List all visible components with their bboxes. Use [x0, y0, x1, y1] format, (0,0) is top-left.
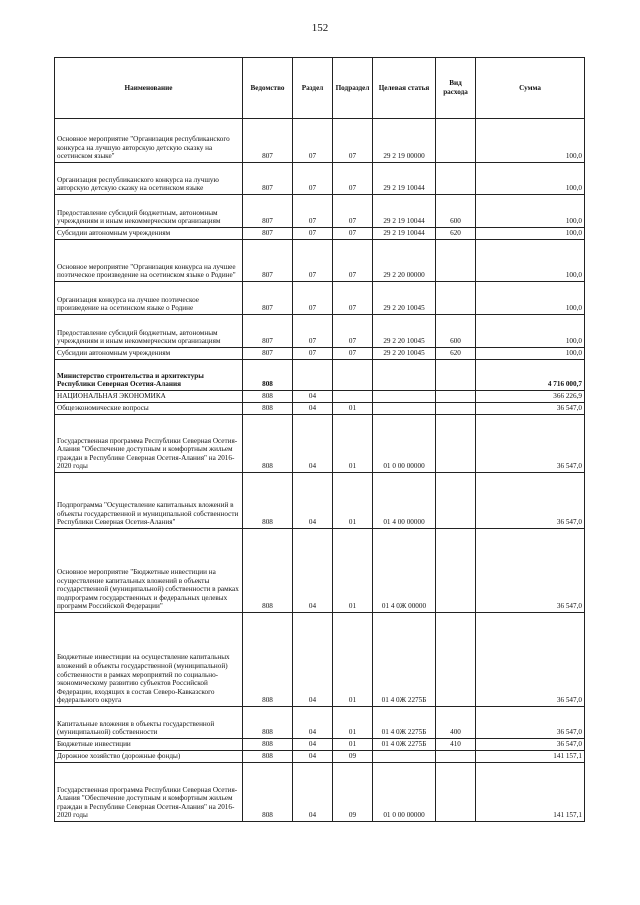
row-section-cell — [293, 360, 333, 391]
row-subsection-cell: 07 — [333, 119, 373, 163]
row-target-cell: 29 2 19 00000 — [373, 119, 436, 163]
row-type-cell — [436, 763, 476, 822]
row-name-cell: Дорожное хозяйство (дорожные фонды) — [55, 751, 243, 763]
row-sum-cell: 100,0 — [476, 163, 585, 195]
row-type-cell: 600 — [436, 315, 476, 348]
row-ministry-cell: 807 — [243, 195, 293, 228]
row-subsection-cell: 09 — [333, 751, 373, 763]
row-ministry-cell: 808 — [243, 415, 293, 473]
row-sum-cell: 36 547,0 — [476, 739, 585, 751]
row-name-cell: Министерство строительства и архитектуры Республики Северная Осетия-Алания — [55, 360, 243, 391]
row-target-cell: 01 0 00 00000 — [373, 415, 436, 473]
row-name-cell: Субсидии автономным учреждениям — [55, 228, 243, 240]
row-name-cell: Организация конкурса на лучшее поэтическое произведение на осетинском языке о Родине — [55, 282, 243, 315]
row-subsection-cell — [333, 391, 373, 403]
row-type-cell — [436, 403, 476, 415]
table-row — [55, 119, 585, 163]
row-sum-cell: 100,0 — [476, 348, 585, 360]
row-sum-cell: 100,0 — [476, 240, 585, 282]
row-target-cell — [373, 391, 436, 403]
row-ministry-cell: 808 — [243, 707, 293, 739]
row-subsection-cell: 01 — [333, 529, 373, 613]
row-subsection-cell: 07 — [333, 228, 373, 240]
row-type-cell — [436, 163, 476, 195]
row-sum-cell: 100,0 — [476, 119, 585, 163]
row-sum-cell: 36 547,0 — [476, 707, 585, 739]
row-subsection-cell — [333, 360, 373, 391]
row-section-cell: 07 — [293, 195, 333, 228]
row-ministry-cell: 808 — [243, 473, 293, 529]
row-type-cell: 620 — [436, 228, 476, 240]
row-section-cell: 04 — [293, 613, 333, 707]
row-target-cell: 01 4 0Ж 2275Б — [373, 707, 436, 739]
row-section-cell: 04 — [293, 529, 333, 613]
row-name-cell: НАЦИОНАЛЬНАЯ ЭКОНОМИКА — [55, 391, 243, 403]
table-row — [55, 195, 585, 228]
row-subsection-cell: 07 — [333, 163, 373, 195]
row-sum-cell: 100,0 — [476, 195, 585, 228]
table-row — [55, 228, 585, 240]
row-type-cell — [436, 415, 476, 473]
row-type-cell — [436, 360, 476, 391]
row-type-cell — [436, 240, 476, 282]
table-row — [55, 403, 585, 415]
row-subsection-cell: 01 — [333, 415, 373, 473]
row-sum-cell: 4 716 000,7 — [476, 360, 585, 391]
row-subsection-cell: 07 — [333, 195, 373, 228]
row-ministry-cell: 808 — [243, 739, 293, 751]
row-target-cell: 29 2 20 10045 — [373, 282, 436, 315]
table-row — [55, 315, 585, 348]
header-ministry: Ведомство — [243, 58, 293, 119]
row-name-cell: Подпрограмма "Осуществление капитальных вложений в объекты государственной и муниципальной собственности Республики Северная Осетия-Алания" — [55, 473, 243, 529]
row-target-cell: 01 4 0Ж 2275Б — [373, 739, 436, 751]
row-target-cell: 01 0 00 00000 — [373, 763, 436, 822]
table-row — [55, 707, 585, 739]
row-sum-cell: 100,0 — [476, 282, 585, 315]
row-type-cell — [436, 529, 476, 613]
row-name-cell: Предоставление субсидий бюджетным, автономным учреждениям и иным некоммерческим организациям — [55, 195, 243, 228]
row-target-cell: 29 2 20 10045 — [373, 348, 436, 360]
row-sum-cell: 100,0 — [476, 228, 585, 240]
row-target-cell: 01 4 0Ж 00000 — [373, 529, 436, 613]
row-type-cell: 600 — [436, 195, 476, 228]
row-subsection-cell: 01 — [333, 707, 373, 739]
row-section-cell: 04 — [293, 763, 333, 822]
row-ministry-cell: 808 — [243, 360, 293, 391]
header-section: Раздел — [293, 58, 333, 119]
row-sum-cell: 141 157,1 — [476, 751, 585, 763]
header-type: Вид расхода — [436, 58, 476, 119]
row-section-cell: 07 — [293, 228, 333, 240]
row-target-cell: 29 2 19 10044 — [373, 163, 436, 195]
row-sum-cell: 36 547,0 — [476, 415, 585, 473]
row-subsection-cell: 07 — [333, 315, 373, 348]
table-row — [55, 751, 585, 763]
row-target-cell — [373, 360, 436, 391]
row-ministry-cell: 807 — [243, 119, 293, 163]
row-subsection-cell: 07 — [333, 282, 373, 315]
row-ministry-cell: 808 — [243, 529, 293, 613]
row-section-cell: 04 — [293, 403, 333, 415]
row-name-cell: Капитальные вложения в объекты государственной (муниципальной) собственности — [55, 707, 243, 739]
row-name-cell: Бюджетные инвестиции — [55, 739, 243, 751]
row-ministry-cell: 808 — [243, 751, 293, 763]
table-row — [55, 282, 585, 315]
row-sum-cell: 141 157,1 — [476, 763, 585, 822]
row-ministry-cell: 808 — [243, 391, 293, 403]
row-type-cell — [436, 613, 476, 707]
row-sum-cell: 100,0 — [476, 315, 585, 348]
row-section-cell: 04 — [293, 391, 333, 403]
row-subsection-cell: 07 — [333, 240, 373, 282]
row-type-cell — [436, 473, 476, 529]
row-ministry-cell: 808 — [243, 763, 293, 822]
row-section-cell: 04 — [293, 707, 333, 739]
row-section-cell: 07 — [293, 163, 333, 195]
row-ministry-cell: 808 — [243, 403, 293, 415]
row-subsection-cell: 01 — [333, 739, 373, 751]
table-row — [55, 163, 585, 195]
row-subsection-cell: 01 — [333, 403, 373, 415]
row-sum-cell: 36 547,0 — [476, 473, 585, 529]
row-ministry-cell: 807 — [243, 228, 293, 240]
row-ministry-cell: 808 — [243, 613, 293, 707]
table-row — [55, 348, 585, 360]
table-row — [55, 529, 585, 613]
row-sum-cell: 366 226,9 — [476, 391, 585, 403]
row-section-cell: 07 — [293, 240, 333, 282]
row-ministry-cell: 807 — [243, 315, 293, 348]
row-section-cell: 04 — [293, 751, 333, 763]
row-section-cell: 04 — [293, 473, 333, 529]
row-name-cell: Основное мероприятие "Организация республиканского конкурса на лучшую авторскую детскую сказку на осетинском языке" — [55, 119, 243, 163]
row-ministry-cell: 807 — [243, 282, 293, 315]
row-type-cell — [436, 751, 476, 763]
row-name-cell: Основное мероприятие "Бюджетные инвестиции на осуществление капитальных вложений в объекты государственной (муниципальной) собственности в рамках подпрограмм государственных и федеральных целевых программ Российской Федерации" — [55, 529, 243, 613]
table-row — [55, 240, 585, 282]
row-subsection-cell: 07 — [333, 348, 373, 360]
row-name-cell: Организация республиканского конкурса на лучшую авторскую детскую сказку на осетинском языке — [55, 163, 243, 195]
row-section-cell: 04 — [293, 739, 333, 751]
row-subsection-cell: 01 — [333, 473, 373, 529]
table-row — [55, 763, 585, 822]
row-name-cell: Государственная программа Республики Северная Осетия-Алания "Обеспечение доступным и комфортным жильем граждан в Республике Северная Осетия-Алания" на 2016-2020 годы — [55, 763, 243, 822]
row-section-cell: 07 — [293, 315, 333, 348]
row-target-cell: 01 4 00 00000 — [373, 473, 436, 529]
row-section-cell: 04 — [293, 415, 333, 473]
row-section-cell: 07 — [293, 348, 333, 360]
row-target-cell — [373, 403, 436, 415]
row-type-cell — [436, 119, 476, 163]
row-ministry-cell: 807 — [243, 163, 293, 195]
row-ministry-cell: 807 — [243, 348, 293, 360]
row-type-cell — [436, 282, 476, 315]
row-section-cell: 07 — [293, 119, 333, 163]
row-type-cell: 620 — [436, 348, 476, 360]
row-name-cell: Основное мероприятие "Организация конкурса на лучшее поэтическое произведение на осетинском языке о Родине" — [55, 240, 243, 282]
header-subsection: Подраздел — [333, 58, 373, 119]
table-row — [55, 360, 585, 391]
row-section-cell: 07 — [293, 282, 333, 315]
row-name-cell: Бюджетные инвестиции на осуществление капитальных вложений в объекты государственной (муниципальной) собственности в рамках мероприятий по социально-экономическому развитию субъектов Российской Федерации, входящих в состав Северо-Кавказского федерального округа — [55, 613, 243, 707]
row-name-cell: Субсидии автономным учреждениям — [55, 348, 243, 360]
page-number: 152 — [311, 22, 329, 34]
row-sum-cell: 36 547,0 — [476, 529, 585, 613]
row-ministry-cell: 807 — [243, 240, 293, 282]
header-sum: Сумма — [476, 58, 585, 119]
table-header-row — [55, 58, 585, 119]
table-row — [55, 415, 585, 473]
row-target-cell: 29 2 19 10044 — [373, 195, 436, 228]
table-row — [55, 613, 585, 707]
row-subsection-cell: 09 — [333, 763, 373, 822]
row-sum-cell: 36 547,0 — [476, 613, 585, 707]
header-target: Целевая статья — [373, 58, 436, 119]
row-type-cell: 410 — [436, 739, 476, 751]
table-row — [55, 739, 585, 751]
row-target-cell: 29 2 20 00000 — [373, 240, 436, 282]
row-name-cell: Общеэкономические вопросы — [55, 403, 243, 415]
row-target-cell: 01 4 0Ж 2275Б — [373, 613, 436, 707]
header-name: Наименование — [55, 58, 243, 119]
row-target-cell: 29 2 20 10045 — [373, 315, 436, 348]
row-target-cell — [373, 751, 436, 763]
budget-table — [54, 57, 585, 822]
row-target-cell: 29 2 19 10044 — [373, 228, 436, 240]
table-row — [55, 391, 585, 403]
row-sum-cell: 36 547,0 — [476, 403, 585, 415]
row-name-cell: Государственная программа Республики Северная Осетия-Алания "Обеспечение доступным и комфортным жильем граждан в Республике Северная Осетия-Алания" на 2016-2020 годы — [55, 415, 243, 473]
row-subsection-cell: 01 — [333, 613, 373, 707]
row-type-cell — [436, 391, 476, 403]
row-type-cell: 400 — [436, 707, 476, 739]
table-row — [55, 473, 585, 529]
row-name-cell: Предоставление субсидий бюджетным, автономным учреждениям и иным некоммерческим организациям — [55, 315, 243, 348]
